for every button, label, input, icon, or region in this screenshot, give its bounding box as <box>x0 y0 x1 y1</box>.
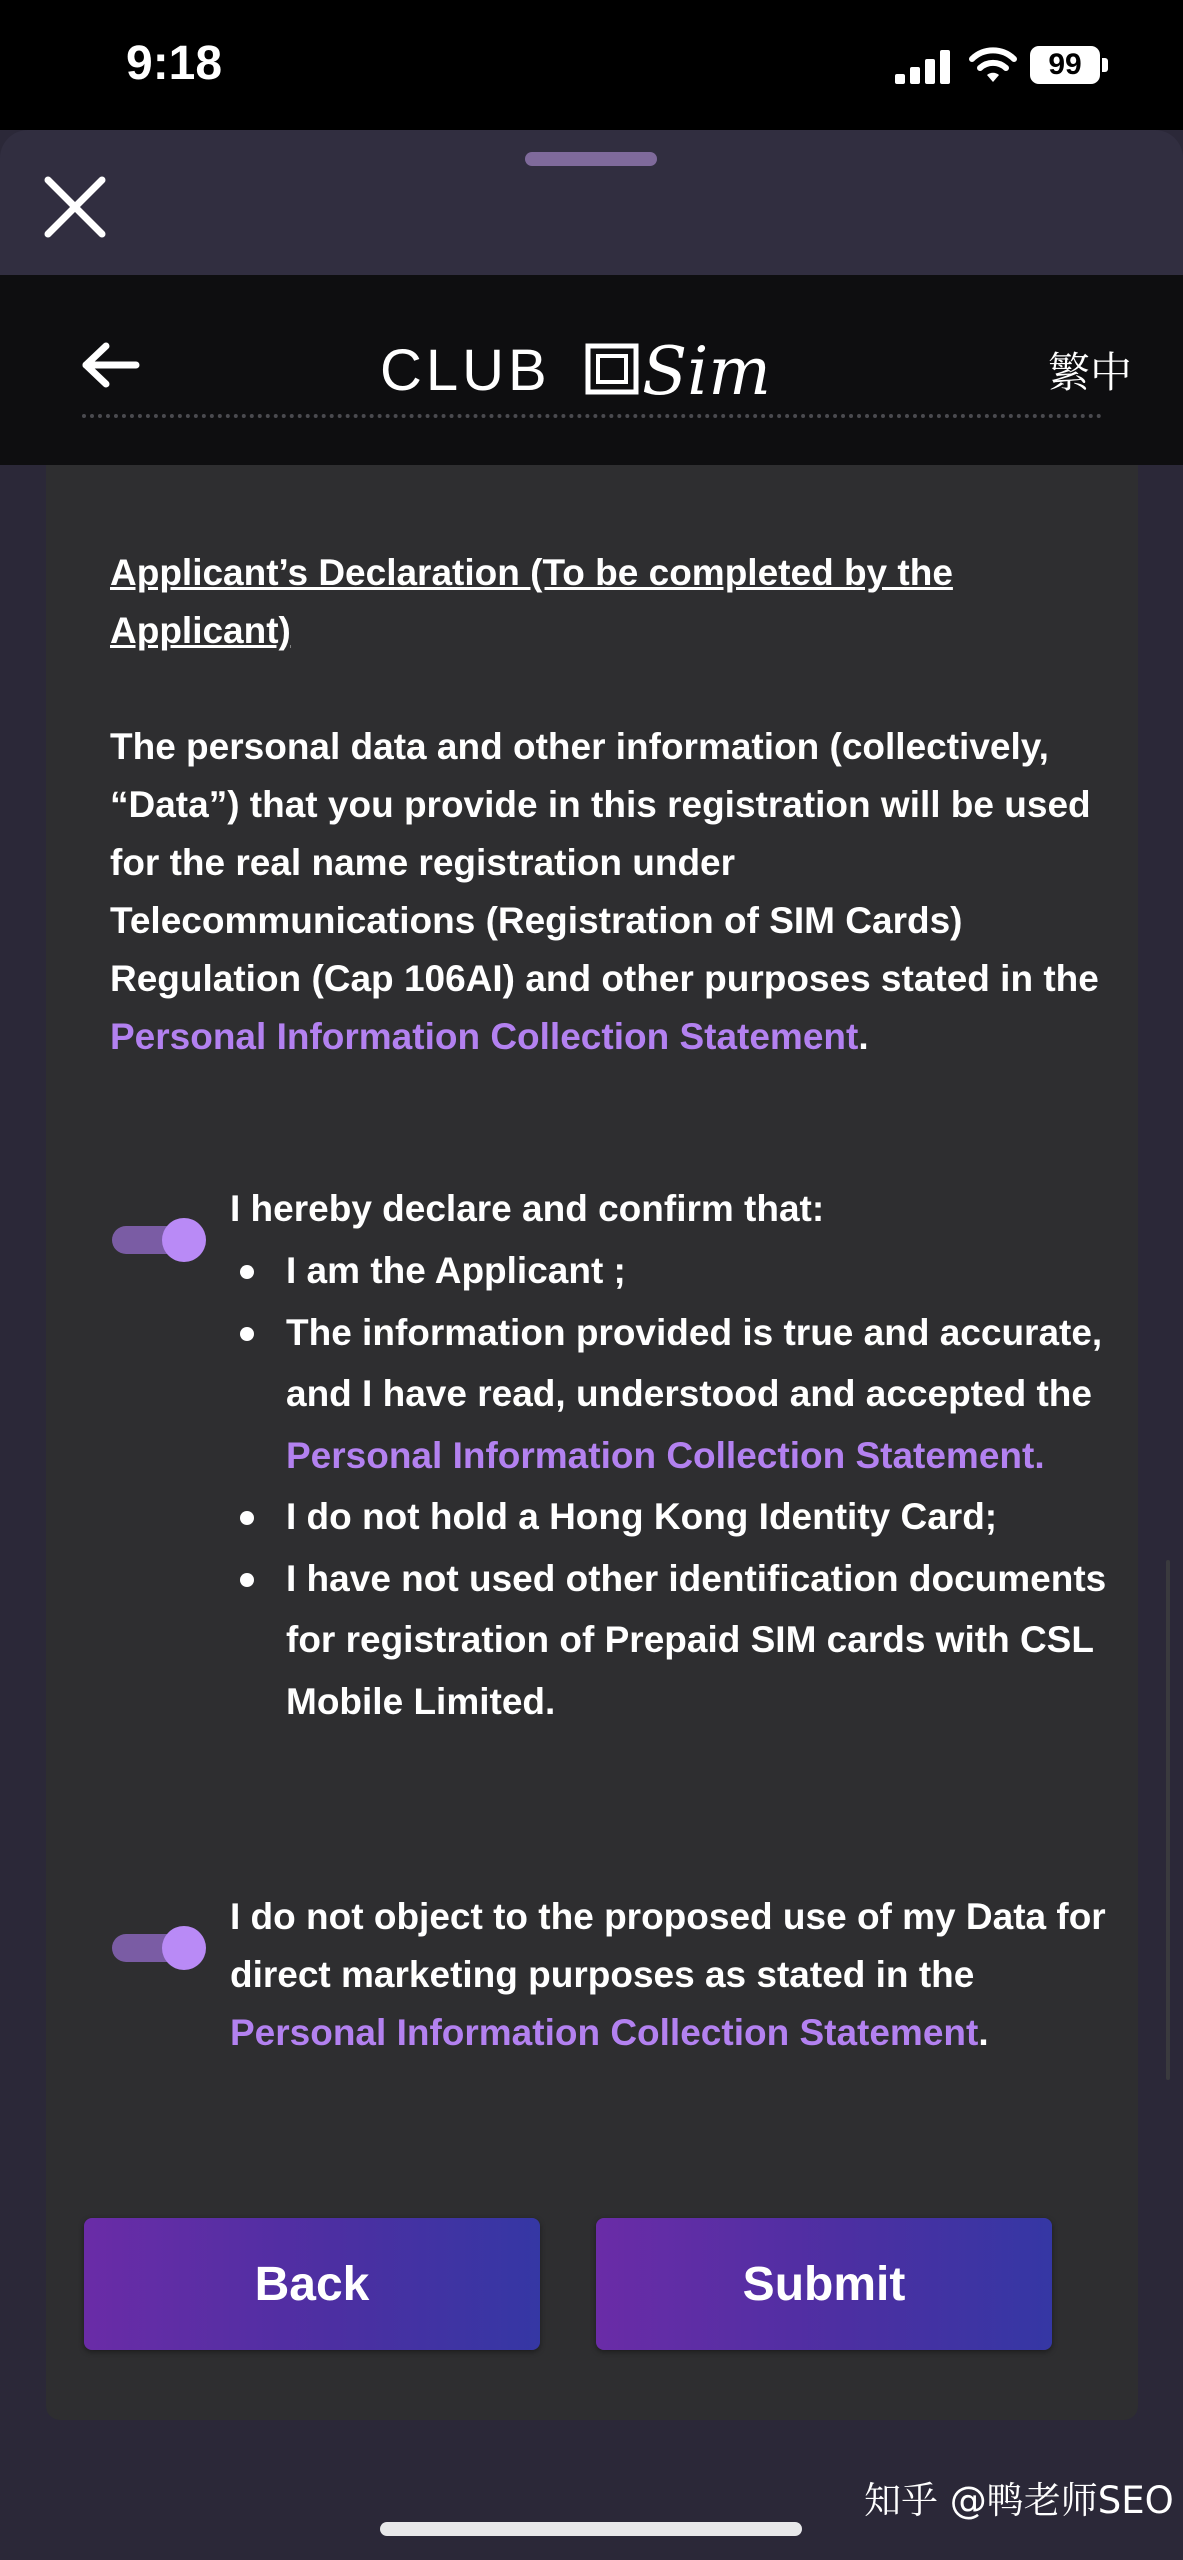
pics-link[interactable]: Personal Information Collection Statement <box>230 2012 979 2053</box>
signal-bars-icon <box>895 50 955 84</box>
battery-level: 99 <box>1048 48 1082 81</box>
marketing-end: . <box>978 2012 989 2053</box>
paragraph-text: The personal data and other information (collectively, “Data”) that you provide in this registration will be used for the real name registration under Telecommunications (Registration of SIM Cards) Regulation (Cap 106AI) and other purposes stated in the <box>110 726 1099 999</box>
list-item <box>230 1302 1110 1487</box>
back-button[interactable]: Back <box>84 2218 540 2350</box>
wifi-icon <box>968 46 1018 86</box>
language-toggle[interactable]: 繁中 <box>1048 348 1133 397</box>
toggle-knob <box>162 1218 206 1262</box>
marketing-text: I do not object to the proposed use of my Data for direct marketing purposes as stated in the <box>230 1896 1106 1995</box>
confirm-declaration-toggle[interactable] <box>112 1220 208 1258</box>
toggle-knob <box>162 1926 206 1970</box>
submit-button[interactable]: Submit <box>596 2218 1052 2350</box>
declaration-paragraph <box>110 718 1110 1066</box>
close-icon[interactable] <box>40 172 110 242</box>
header-divider <box>82 414 1102 418</box>
status-bar <box>0 0 1183 130</box>
svg-text:CLUB: CLUB <box>380 338 551 403</box>
battery-tip <box>1102 58 1108 72</box>
arrow-left-icon[interactable] <box>80 342 140 388</box>
bullet-2-text: The information provided is true and accurate, and I have read, understood and accepted the <box>286 1311 1103 1414</box>
pics-link[interactable]: Personal Information Collection Statement <box>110 1016 859 1057</box>
list-item <box>230 1486 1110 1548</box>
confirm-intro: I hereby declare and confirm that: <box>230 1188 825 1229</box>
watermark: 知乎 @鸭老师SEO <box>864 2479 1174 2522</box>
declaration-heading: Applicant’s Declaration (To be completed by the Applicant) <box>110 552 953 651</box>
sheet-grabber[interactable] <box>525 152 657 166</box>
list-item <box>230 1548 1110 1733</box>
status-time: 9:18 <box>126 37 223 90</box>
paragraph-end: . <box>858 1016 869 1057</box>
bullet-1: I am the Applicant ; <box>286 1250 626 1291</box>
declaration-bullets <box>230 1240 1110 1732</box>
battery-icon <box>1030 46 1100 84</box>
club-sim-logo <box>380 330 800 410</box>
list-item <box>230 1240 1110 1302</box>
scrollbar[interactable] <box>1166 1560 1170 2080</box>
marketing-consent-toggle[interactable] <box>112 1928 208 1966</box>
pics-link[interactable]: Personal Information Collection Statement. <box>286 1434 1045 1476</box>
home-indicator[interactable] <box>380 2522 802 2536</box>
bullet-4: I have not used other identification documents for registration of Prepaid SIM cards with CSL Mobile Limited. <box>286 1557 1107 1722</box>
marketing-consent-text <box>230 1888 1110 2062</box>
svg-text:Sim: Sim <box>642 333 771 410</box>
bullet-3: I do not hold a Hong Kong Identity Card; <box>286 1496 998 1537</box>
